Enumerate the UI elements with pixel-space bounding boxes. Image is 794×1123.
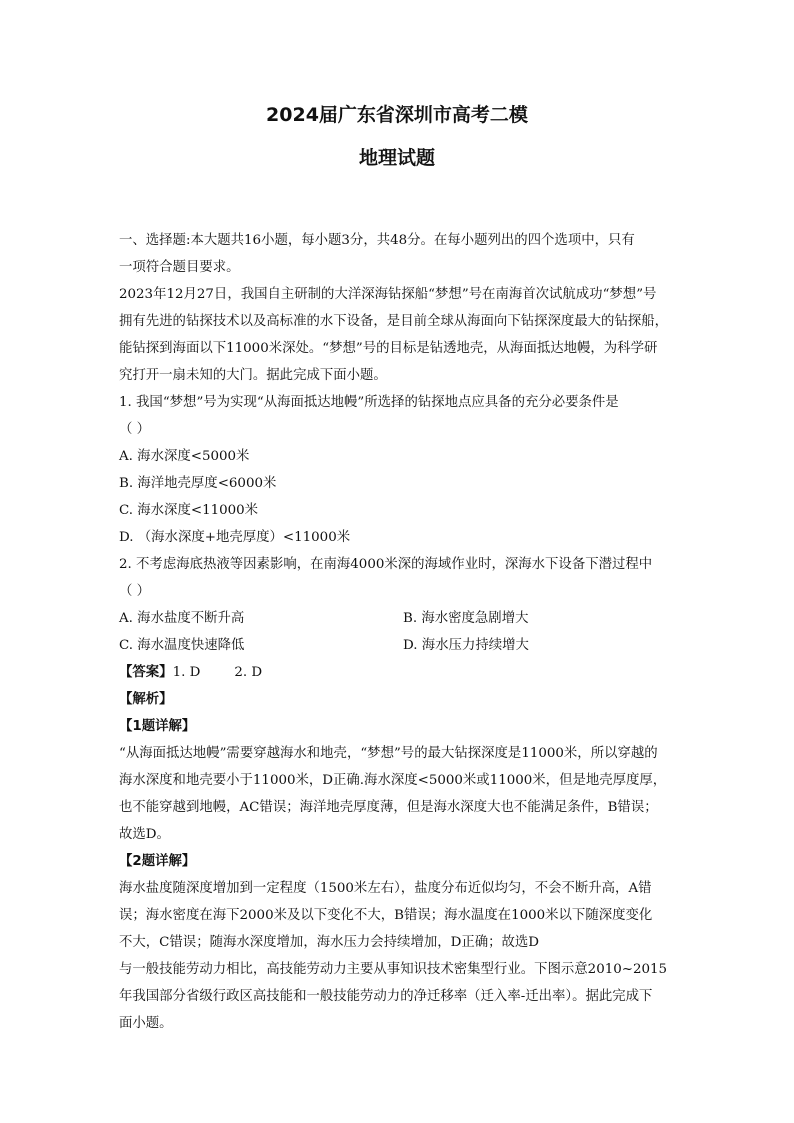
passage2-line-2: 年我国部分省级行政区高技能和一般技能劳动力的净迁移率（迁入率-迁出率）。据此完成下: [119, 989, 653, 1004]
answer-label: 【答案】: [119, 665, 173, 680]
instructions-line-2: 一项符合题目要求。: [119, 260, 240, 275]
analysis-label: 【解析】: [119, 692, 173, 707]
detail-1-line-2: 海水深度和地壳要小于11000米，D正确.海水深度<5000米或11000米，但是地壳厚度厚，: [119, 773, 667, 788]
detail-1-line-4: 故选D。: [119, 827, 170, 842]
detail-2-line-2: 误；海水密度在海下2000米及以下变化不大，B错误；海水温度在1000米以下随深度变化: [119, 908, 653, 923]
detail-2-label: 【2题详解】: [119, 854, 196, 869]
question-2-option-c: C. 海水温度快速降低: [119, 638, 245, 653]
question-2-answer-blank: （ ）: [119, 584, 151, 599]
page-subtitle: 地理试题: [358, 147, 435, 169]
question-2-option-d: D. 海水压力持续增大: [403, 638, 529, 653]
question-2-option-a: A. 海水盐度不断升高: [119, 611, 245, 626]
question-1-option-d: D. （海水深度+地壳厚度）<11000米: [119, 530, 351, 545]
passage2-line-1: 与一般技能劳动力相比，高技能劳动力主要从事知识技术密集型行业。下图示意2010~2015: [119, 962, 668, 977]
question-2-stem: 2. 不考虑海底热液等因素影响，在南海4000米深的海域作业时，深海水下设备下潜过程中: [119, 557, 653, 572]
passage1-line-1: 2023年12月27日，我国自主研制的大洋深海钻探船“梦想”号在南海首次试航成功“梦想”号: [119, 287, 657, 302]
detail-1-label: 【1题详解】: [119, 719, 196, 734]
question-1-stem: 1. 我国“梦想”号为实现“从海面抵达地幔”所选择的钻探地点应具备的充分必要条件是: [119, 395, 619, 410]
question-1-option-b: B. 海洋地壳厚度<6000米: [119, 476, 277, 491]
passage1-line-2: 拥有先进的钻探技术以及高标准的水下设备，是目前全球从海面向下钻探深度最大的钻探船，: [119, 314, 669, 329]
question-1-option-a: A. 海水深度<5000米: [119, 449, 250, 464]
detail-2-line-1: 海水盐度随深度增加到一定程度（1500米左右），盐度分布近似均匀，不会不断升高，A错: [119, 881, 652, 896]
detail-1-line-3: 也不能穿越到地幔，AC错误；海洋地壳厚度薄，但是海水深度大也不能满足条件，B错误；: [119, 800, 658, 815]
question-2-option-b: B. 海水密度急剧增大: [403, 611, 529, 626]
answer-line: [119, 664, 262, 682]
passage1-line-4: 究打开一扇未知的大门。据此完成下面小题。: [119, 368, 387, 383]
passage2-line-3: 面小题。: [119, 1016, 173, 1031]
detail-2-line-3: 不大，C错误；随海水深度增加，海水压力会持续增加，D正确；故选D: [119, 935, 540, 950]
detail-1-line-1: “从海面抵达地幔”需要穿越海水和地壳，“梦想”号的最大钻探深度是11000米，所以穿越的: [119, 746, 658, 761]
passage1-line-3: 能钻探到海面以下11000米深处。“梦想”号的目标是钻透地壳，从海面抵达地幔，为科学研: [119, 341, 658, 356]
question-1-answer-blank: （ ）: [119, 422, 151, 437]
page-title: 2024届广东省深圳市高考二模: [266, 104, 528, 126]
instructions-line-1: 一、选择题:本大题共16小题，每小题3分，共48分。在每小题列出的四个选项中，只有: [119, 233, 635, 248]
question-1-option-c: C. 海水深度<11000米: [119, 503, 259, 518]
answer-value: 1. D 2. D: [172, 665, 263, 680]
